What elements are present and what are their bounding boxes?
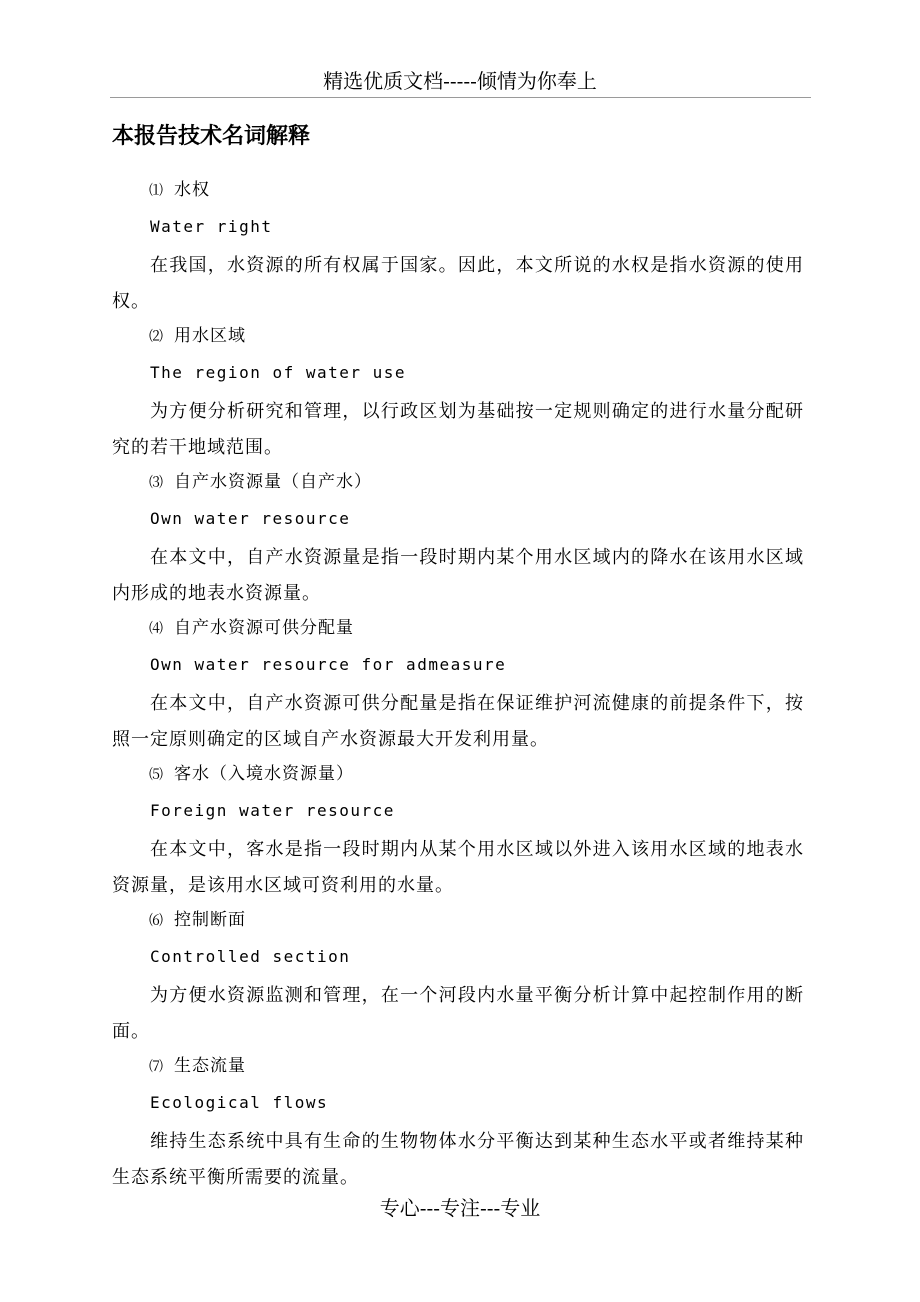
term-english: Water right [150, 217, 273, 236]
term-entry [112, 1051, 804, 1196]
term-entry [112, 321, 804, 466]
term-definition: 在我国，水资源的所有权属于国家。因此，本文所说的水权是指水资源的使用权。 [112, 255, 804, 312]
term-number: ⑴ [149, 183, 164, 199]
term-number: ⑵ [149, 329, 164, 345]
term-entry [112, 613, 804, 758]
term-chinese: 水权 [174, 180, 210, 200]
term-number: ⑷ [149, 621, 164, 637]
term-entry [112, 905, 804, 1050]
header-divider [110, 97, 811, 98]
term-heading [112, 321, 804, 351]
term-english: Ecological flows [150, 1093, 329, 1112]
term-chinese: 生态流量 [174, 1056, 246, 1076]
term-definition: 维持生态系统中具有生命的生物物体水分平衡达到某种生态水平或者维持某种生态系统平衡所需要的流量。 [112, 1131, 804, 1188]
term-number: ⑹ [149, 913, 164, 929]
term-list [112, 175, 804, 1197]
term-definition: 在本文中，自产水资源量是指一段时期内某个用水区域内的降水在该用水区域内形成的地表水资源量。 [112, 547, 804, 604]
term-chinese: 客水（入境水资源量） [174, 764, 354, 784]
term-english: Own water resource for admeasure [150, 655, 507, 674]
term-chinese: 控制断面 [174, 910, 246, 930]
term-heading [112, 1051, 804, 1081]
term-english: Controlled section [150, 947, 351, 966]
term-definition: 在本文中，客水是指一段时期内从某个用水区域以外进入该用水区域的地表水资源量，是该用水区域可资利用的水量。 [112, 839, 804, 896]
term-chinese: 自产水资源量（自产水） [174, 472, 372, 492]
page-header: 精选优质文档-----倾情为你奉上 [323, 69, 597, 93]
term-heading [112, 905, 804, 935]
term-definition: 为方便水资源监测和管理，在一个河段内水量平衡分析计算中起控制作用的断面。 [112, 985, 804, 1042]
term-heading [112, 759, 804, 789]
term-english: The region of water use [150, 363, 407, 382]
term-heading [112, 175, 804, 205]
term-number: ⑶ [149, 475, 164, 491]
term-definition: 为方便分析研究和管理，以行政区划为基础按一定规则确定的进行水量分配研究的若干地域范围。 [112, 401, 804, 458]
term-english: Foreign water resource [150, 801, 395, 820]
term-entry [112, 467, 804, 612]
term-number: ⑺ [149, 1059, 164, 1075]
term-entry [112, 759, 804, 904]
term-chinese: 自产水资源可供分配量 [174, 618, 354, 638]
term-chinese: 用水区域 [174, 326, 246, 346]
term-definition: 在本文中，自产水资源可供分配量是指在保证维护河流健康的前提条件下，按照一定原则确定的区域自产水资源最大开发利用量。 [112, 693, 804, 750]
term-entry [112, 175, 804, 320]
page-footer: 专心---专注---专业 [379, 1196, 541, 1220]
term-heading [112, 613, 804, 643]
page-title: 本报告技术名词解释 [112, 124, 311, 149]
term-heading [112, 467, 804, 497]
term-english: Own water resource [150, 509, 351, 528]
term-number: ⑸ [149, 767, 164, 783]
